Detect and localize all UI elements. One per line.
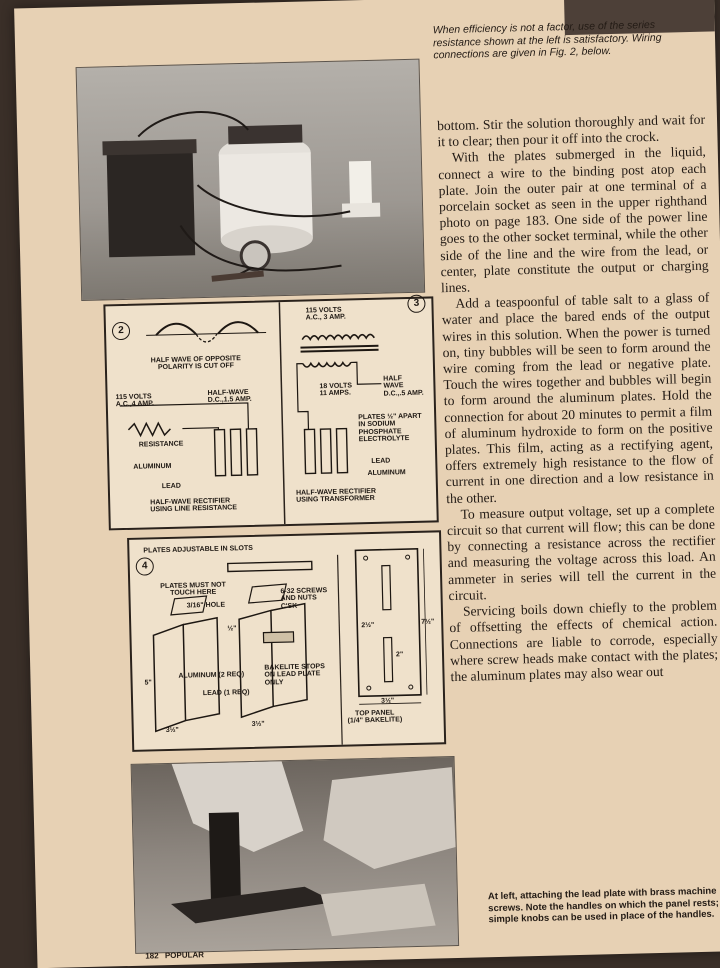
hands-photo-drawing <box>132 757 458 953</box>
hole-label: 3/16" HOLE <box>186 601 226 610</box>
top-caption: When efficiency is not a factor, use of the series resistance shown at the left is satisfactory. Wiring connections are given in Fig. 2, below. <box>432 18 662 62</box>
figure-4-number: 4 <box>136 557 154 575</box>
magazine-name: POPULAR <box>164 950 205 961</box>
fig4-aluminum-label: ALUMINUM (2 REQ) <box>178 671 245 680</box>
paragraph-1: bottom. Stir the solution thoroughly and wait for it to clear; then pour it off into the crock. <box>436 111 706 150</box>
lead-plate-shape <box>239 604 308 718</box>
magazine-page <box>14 0 720 968</box>
fig3-secondary-label: 18 VOLTS 11 AMPS. <box>319 382 353 398</box>
transformer-primary <box>302 334 374 339</box>
article-body <box>437 112 719 685</box>
fig4-lead-label: LEAD (1 REQ) <box>202 689 250 698</box>
page-number: 182 <box>145 951 159 961</box>
dim-3half-b: 3½" <box>251 720 265 728</box>
slots-label: PLATES ADJUSTABLE IN SLOTS <box>143 544 253 555</box>
bottom-caption: At left, attaching the lead plate with brass machine screws. Note the handles on which the panel rests; simple knobs can be used in place of the handles. <box>487 885 719 926</box>
plate-shape <box>209 812 241 903</box>
fig3-plates-label: PLATES ½" APART IN SODIUM PHOSPHATE ELECTROLYTE <box>358 412 422 444</box>
dim-5: 5" <box>144 679 152 687</box>
fig2-input-label: 115 VOLTS A.C.,4 AMP. <box>115 393 155 409</box>
resistor-symbol <box>128 423 170 436</box>
paragraph-3: Add a teaspoonful of table salt to a glass of water and place the bared ends of the output wires in this solution. When the power is turned on, tiny bubbles will be seen to form around the wire coming from the lead or negative plate. Touch the wires together and bubbles will begin to form around the aluminum plates. Hold the connection for about 20 minutes to permit a film of aluminum hydroxide to form on the positive plates. This film, acting as a rectifying agent, offers extremely high resistance to the flow of current in one direction and a low resistance in the other. <box>441 289 714 506</box>
fig2-title: HALF-WAVE RECTIFIER USING LINE RESISTANCE <box>150 497 238 514</box>
fig3-input-label: 115 VOLTS A.C., 3 AMP. <box>305 306 346 322</box>
diagram-figure-4 <box>127 530 446 752</box>
panel-shape <box>171 886 336 924</box>
figure-3-number: 3 <box>407 295 425 313</box>
dim-2: 2" <box>395 651 404 659</box>
fig3-title: HALF-WAVE RECTIFIER USING TRANSFORMER <box>295 487 377 505</box>
photo-attaching-lead-plate <box>131 756 460 954</box>
figure-2-number: 2 <box>112 322 130 340</box>
paragraph-5: Servicing boils down chiefly to the problem of offsetting the effects of chemical action. Connections are liable to corrode, especially where screw heads make contact with the plates; the aluminum plates may also wear out <box>449 597 719 684</box>
dim-half: ½" <box>227 625 237 633</box>
socket-shape <box>349 161 372 210</box>
dim-2half: 2½" <box>361 621 375 630</box>
transformer-secondary <box>303 362 351 367</box>
resistance-label: RESISTANCE <box>138 440 184 449</box>
fig3-lead-label: LEAD <box>371 457 391 465</box>
wave-label: HALF WAVE OF OPPOSITE POLARITY IS CUT OFF <box>150 355 241 372</box>
photo-battery-rectifier-setup <box>76 59 426 301</box>
battery-photo-drawing <box>77 60 425 300</box>
dim-7half: 7½" <box>421 618 435 626</box>
dim-3half-a: 3½" <box>165 726 179 735</box>
page-footer <box>145 950 208 961</box>
stops-label: BAKELITE STOPS ON LEAD PLATE ONLY <box>264 663 325 687</box>
fig3-output-label: HALF WAVE D.C.,.5 AMP. <box>383 375 424 398</box>
touch-label: PLATES MUST NOT TOUCH HERE <box>160 581 226 598</box>
fig3-aluminum-label: ALUMINUM <box>367 469 406 478</box>
paragraph-2: With the plates submerged in the liquid, connect a wire to the binding post atop each plate. Join the outer pair at one terminal of a porcelain socket as seen in the upper righthand photo on page 183. One side of the power line goes to the other socket terminal, while the other side of the line and the wire from the lead, or center, plate constitute the output or charging lines. <box>438 144 709 296</box>
fig2-aluminum-label: ALUMINUM <box>133 462 172 471</box>
paragraph-4: To measure output voltage, set up a complete circuit so that current will flow; this can be done by connecting a resistance across the rectifier and measuring the voltage across this load. An ammeter in series will tell the current in the circuit. <box>446 500 717 603</box>
battery-shape <box>107 147 196 257</box>
dim-3half-c: 3½" <box>381 697 395 705</box>
fig2-output-label: HALF-WAVE D.C.,1.5 AMP. <box>207 388 252 405</box>
diagram-figures-2-3 <box>103 296 438 530</box>
top-panel-label: TOP PANEL (1/4" BAKELITE) <box>347 709 403 725</box>
screws-label: 6-32 SCREWS AND NUTS C'SK <box>280 587 328 610</box>
fig2-lead-label: LEAD <box>161 482 181 491</box>
